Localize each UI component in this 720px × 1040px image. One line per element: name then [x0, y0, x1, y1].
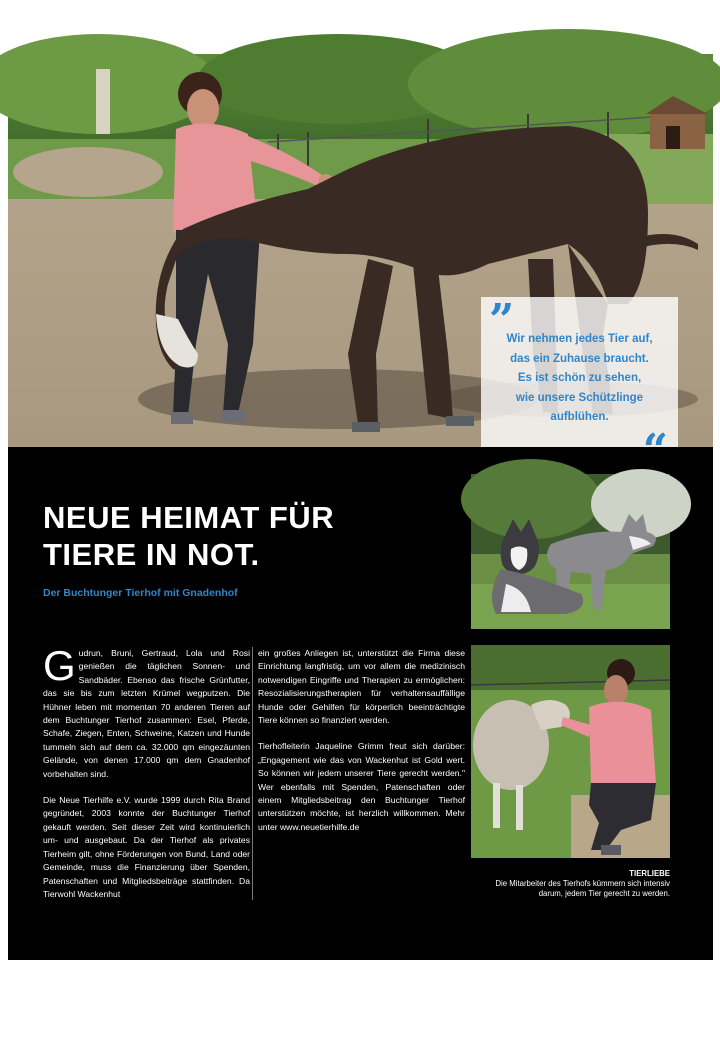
pull-quote	[481, 330, 678, 428]
paragraph: Die Neue Tierhilfe e.V. wurde 1999 durch Rita Brand gegründet, 2003 konnte der Buchtunger Tierhof gekauft werden. Seit dieser Zeit wird kontinuierlich um- und ausgebaut. Da der Tierhof als privates Tierheim gilt, ohne Förderungen von Bund, Land oder Gemeinde, muss die Finanzierung über Spenden, Patenschaften und Mitgliedsbeiträge stattfinden. Da Tierwohl Wackenhut	[43, 795, 250, 899]
text-column-left	[43, 642, 250, 914]
caption-text: Die Mitarbeiter des Tierhofs kümmern sich intensiv darum, jedem Tier gerecht zu werden.	[495, 879, 670, 898]
quote-line: das ein Zuhause braucht.	[510, 352, 649, 365]
huskies-illustration	[471, 474, 670, 629]
two-huskies-photo	[471, 474, 670, 629]
quote-line: Wir nehmen jedes Tier auf,	[506, 333, 653, 345]
article-headline	[43, 499, 443, 573]
woman-with-sheep-photo	[471, 645, 670, 858]
quote-line: wie unsere Schützlinge	[515, 391, 644, 404]
column-divider	[252, 647, 253, 900]
drop-cap: G	[43, 642, 76, 689]
headline-line: TIERE IN NOT.	[43, 537, 260, 572]
open-quote-icon: ”	[489, 295, 515, 346]
paragraph	[43, 642, 250, 781]
paragraph: Tierhofleiterin Jaqueline Grimm freut sich darüber: „Engagement wie das von Wackenhut ist Gold wert. So können wir jedem unserer Tiere gerecht werden." Wer ebenfalls mit Spenden, Patenschaften oder einem Mitgliedsbeitrag den Buchtunger Tierhof unterstützen möchte, ist herzlich willkommen. Mehr unter www.neuetierhilfe.de	[258, 741, 465, 832]
quote-line: aufblühen.	[550, 411, 609, 423]
quote-line: Es ist schön zu sehen,	[517, 372, 642, 384]
photo-caption	[471, 869, 670, 899]
paragraph-text: udrun, Bruni, Gertraud, Lola und Rosi genießen die täglichen Sonnen- und Sandbäder. Ebenso das frische Grünfutter, das sie bis zum letzten Krümel wegputzen. Die Hühner leben mit momentan 70 anderen Tieren auf dem Buchtunger Tierhof zusammen: Esel, Pferde, Schafe, Ziegen, Enten, Schweine, Katzen und Hunde tummeln sich auf dem ca. 32.000 qm eingezäunten Gelände, von denen 17.000 qm dem Gnadenhof vorbehalten sind.	[43, 648, 250, 779]
text-column-right	[258, 647, 465, 847]
quote-box	[481, 297, 678, 459]
article-section	[8, 447, 713, 960]
woman-with-donkey-photo	[8, 54, 713, 447]
paragraph: ein großes Anliegen ist, unterstützt die Firma diese Einrichtung langfristig, um vor allem die medizinisch notwendigen Eingriffe und Therapien zu ermöglichen: Resozialisierungstherapien für verhaltensauffällige Hunde oder Gehilfen für körperlich beeinträchtigte Tiere können so finanziert werden.	[258, 648, 465, 726]
caption-title: TIERLIEBE	[629, 869, 670, 878]
sheep-illustration	[471, 645, 670, 858]
article-subtitle: Der Buchtunger Tierhof mit Gnadenhof	[43, 587, 238, 599]
headline-line: NEUE HEIMAT FÜR	[43, 500, 335, 535]
